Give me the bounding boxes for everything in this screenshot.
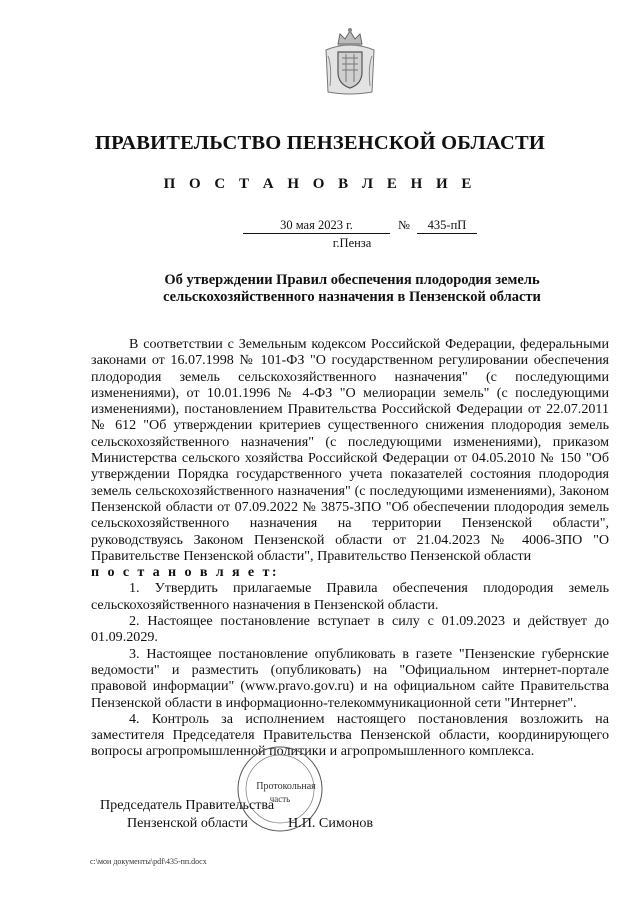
file-path: c:\мои документы\pdf\435-пп.docx bbox=[90, 857, 207, 866]
decree-date: 30 мая 2023 г. bbox=[243, 218, 390, 234]
resolves-word: п о с т а н о в л я е т: bbox=[91, 564, 279, 581]
list-item-1: 1. Утвердить прилагаемые Правила обеспечения плодородия земель сельскохозяйственного назначения в Пензенской области. bbox=[91, 580, 609, 613]
organization-name: ПРАВИТЕЛЬСТВО ПЕНЗЕНСКОЙ ОБЛАСТИ bbox=[95, 132, 545, 154]
number-sign: № bbox=[398, 218, 410, 232]
signatory-name: Н.П. Симонов bbox=[288, 815, 374, 831]
coat-of-arms-icon bbox=[322, 26, 378, 96]
stamp-line-1: Протокольная bbox=[256, 781, 316, 792]
document-body bbox=[91, 336, 609, 760]
list-item-2: 2. Настоящее постановление вступает в силу с 01.09.2023 и действует до 01.09.2029. bbox=[91, 613, 609, 646]
list-item-4: 4. Контроль за исполнением настоящего постановления возложить на заместителя Председателя Правительства Пензенской области, координирующего вопросы агропромышленной политики и агропромышленного комплекса. bbox=[91, 710, 609, 760]
document-title bbox=[112, 272, 592, 306]
stamp-line-2: часть bbox=[269, 794, 291, 804]
title-line-2: сельскохозяйственного назначения в Пензенской области bbox=[163, 289, 541, 305]
city: г.Пенза bbox=[332, 236, 372, 250]
list-item-3: 3. Настоящее постановление опубликовать в газете "Пензенские губернские ведомости" и разместить (опубликовать) на "Официальном интернет-портале правовой информации" (www.pravo.gov.ru) и на официальном сайте Правительства Пензенской области в информационно-телекоммуникационной сети "Интернет". bbox=[91, 645, 609, 711]
signatory-position-line-1: Председатель Правительства bbox=[100, 797, 275, 813]
document-type: П О С Т А Н О В Л Е Н И Е bbox=[163, 176, 477, 192]
preamble-paragraph: В соответствии с Земельным кодексом Российской Федерации, федеральными законами от 16.07.1998 № 101-ФЗ "О государственном регулировании обеспечения плодородия земель сельскохозяйственного назначения" (с последующими изменениями), от 10.01.1996 № 4-ФЗ "О мелиорации земель" (с последующими изменениями), постановлением Правительства Российской Федерации от 22.07.2011 № 612 "Об утверждении критериев существенного снижения плодородия земель сельскохозяйственного назначения" (с последующими изменениями), приказом Министерства сельского хозяйства Российской Федерации от 04.05.2010 № 150 "Об утверждении Порядка государственного учета показателей состояния плодородия земель сельскохозяйственного назначения" (с последующими изменениями), Законом Пензенской области от 07.09.2022 № 3875-ЗПО "Об обеспечении плодородия земель сельскохозяйственного назначения на территории Пензенской области", руководствуясь Законом Пензенской области от 21.04.2023 № 4006-ЗПО "О Правительстве Пензенской области", Правительство Пензенской области bbox=[91, 336, 609, 564]
signatory-position-line-2: Пензенской области bbox=[127, 815, 248, 831]
title-line-1: Об утверждении Правил обеспечения плодородия земель bbox=[164, 272, 540, 288]
decree-number: 435-пП bbox=[417, 218, 477, 234]
